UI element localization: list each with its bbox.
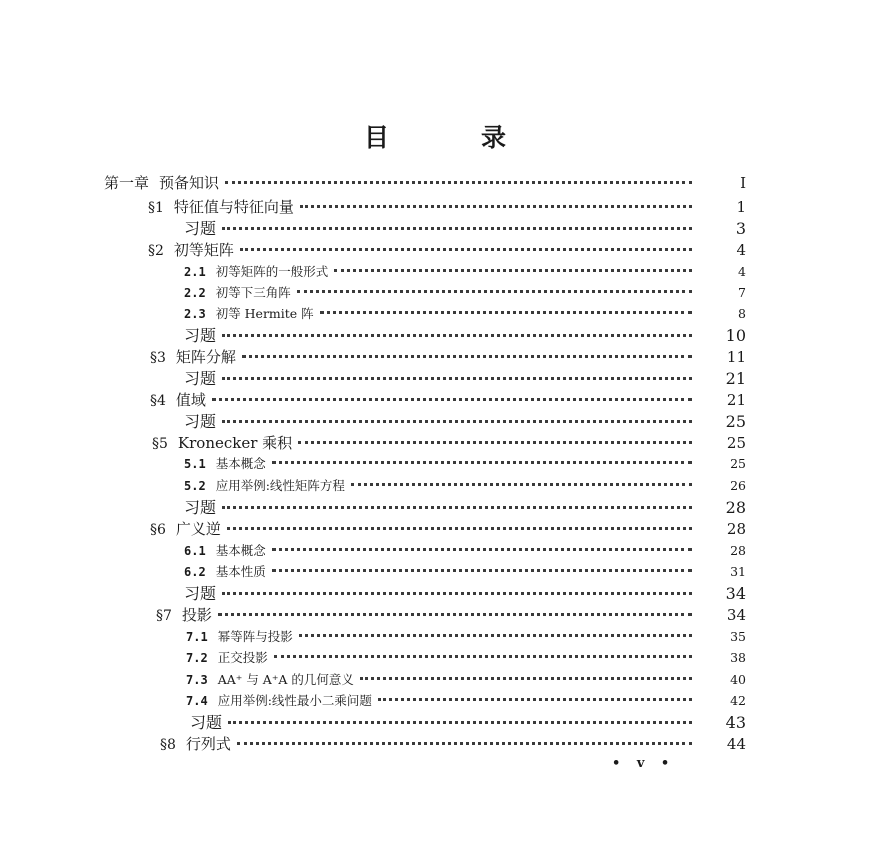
dot-leader <box>272 569 692 572</box>
toc-entry-label: 习题 <box>184 219 217 238</box>
toc-page-number: 4 <box>738 264 746 279</box>
toc-page-number: 44 <box>726 735 746 753</box>
toc-sub-row[interactable] <box>184 540 746 562</box>
toc-exercise-row[interactable] <box>190 712 746 734</box>
toc-entry-number: 2.2 <box>184 286 206 300</box>
title-char-left: 目 <box>363 123 389 152</box>
toc-page-number: 1 <box>736 198 746 216</box>
toc-sub-row[interactable] <box>184 261 746 283</box>
toc-section-row[interactable] <box>148 196 746 218</box>
toc-page-number: 3 <box>735 219 746 238</box>
toc-page-number: I <box>740 174 746 192</box>
toc-entry-number: 6.1 <box>184 544 206 558</box>
toc-page-number: 43 <box>725 713 746 732</box>
dot-leader <box>360 677 692 680</box>
toc-section-row[interactable] <box>150 346 746 368</box>
toc-entry-number: §8 <box>160 737 176 753</box>
toc-page-number: 25 <box>725 412 746 431</box>
toc-entry-label: 初等下三角阵 <box>215 285 291 300</box>
dot-leader <box>274 655 692 658</box>
toc-section-row[interactable] <box>150 389 746 411</box>
dot-leader <box>222 506 692 509</box>
dot-leader <box>272 548 692 551</box>
toc-entry-label: 习题 <box>184 584 217 603</box>
dot-leader <box>222 592 692 595</box>
toc-page-number: 10 <box>725 326 746 345</box>
toc-sub-row[interactable] <box>186 669 746 691</box>
toc-entry-label: Kronecker 乘积 <box>177 434 293 452</box>
toc-entry-label: AA⁺ 与 A⁺A 的几何意义 <box>217 672 354 687</box>
toc-sub-row[interactable] <box>186 647 746 669</box>
dot-leader <box>218 613 692 616</box>
toc-entry-label: 基本概念 <box>215 543 266 558</box>
toc-page-number: 25 <box>730 456 746 471</box>
toc-page-number: 25 <box>726 434 746 452</box>
toc-entry-label: 习题 <box>184 498 217 517</box>
toc-exercise-row[interactable] <box>184 411 746 433</box>
toc-section-row[interactable] <box>148 239 746 261</box>
toc-sub-row[interactable] <box>186 690 746 712</box>
dot-leader <box>222 420 692 423</box>
toc-sub-row[interactable] <box>184 453 746 475</box>
dot-leader <box>242 355 692 358</box>
toc-sub-row[interactable] <box>184 282 746 304</box>
toc-entry-label: 投影 <box>181 606 212 624</box>
toc-entry-number: §7 <box>156 608 172 624</box>
toc-page-number: 34 <box>726 606 746 624</box>
toc-entry-number: §1 <box>148 200 164 216</box>
toc-page-number: 34 <box>725 584 746 603</box>
toc-sub-row[interactable] <box>184 475 746 497</box>
toc-entry-number: 6.2 <box>184 565 206 579</box>
toc-entry-label: 初等矩阵 <box>173 241 234 259</box>
toc-entry-number: §2 <box>148 243 164 259</box>
toc-page-number: 40 <box>730 672 746 687</box>
toc-exercise-row[interactable] <box>184 218 746 240</box>
toc-page-number: 11 <box>726 348 746 366</box>
toc-entry-number: 7.2 <box>186 651 208 665</box>
dot-leader <box>334 269 692 272</box>
toc-section-row[interactable] <box>152 432 746 454</box>
toc-page-number: 28 <box>726 520 746 538</box>
toc-section-row[interactable] <box>150 518 746 540</box>
toc-page-number: 21 <box>726 391 746 409</box>
dot-leader <box>227 527 692 530</box>
toc-sub-row[interactable] <box>186 626 746 648</box>
dot-leader <box>378 698 692 701</box>
toc-page-number: 28 <box>725 498 746 517</box>
toc-entry-label: 应用举例:线性矩阵方程 <box>215 478 345 493</box>
dot-leader <box>222 227 692 230</box>
page-folio: • v • <box>612 756 676 771</box>
dot-leader <box>320 311 692 314</box>
dot-leader <box>212 398 692 401</box>
toc-exercise-row[interactable] <box>184 583 746 605</box>
toc-entry-label: 特征值与特征向量 <box>173 198 294 216</box>
toc-page-number: 7 <box>738 285 746 300</box>
toc-entry-label: 习题 <box>190 713 223 732</box>
dot-leader <box>298 441 692 444</box>
title-char-right: 录 <box>481 123 507 152</box>
toc-entry-number: 2.3 <box>184 307 206 321</box>
dot-leader <box>272 461 692 464</box>
dot-leader <box>228 721 692 724</box>
dot-leader <box>300 205 692 208</box>
toc-entry-number: 5.2 <box>184 479 206 493</box>
dot-leader <box>222 334 692 337</box>
toc-page-number: 8 <box>738 306 746 321</box>
toc-exercise-row[interactable] <box>184 368 746 390</box>
toc-section-row[interactable] <box>156 604 746 626</box>
toc-entry-number: 7.3 <box>186 673 208 687</box>
dot-leader <box>351 483 692 486</box>
toc-entry-label: 习题 <box>184 369 217 388</box>
toc-entry-number: §3 <box>150 350 166 366</box>
toc-entry-label: 值域 <box>175 391 206 409</box>
toc-page-number: 42 <box>730 693 746 708</box>
toc-entry-label: 行列式 <box>185 735 231 753</box>
dot-leader <box>237 742 692 745</box>
toc-entry-label: 初等 Hermite 阵 <box>215 306 314 321</box>
toc-page-number: 21 <box>725 369 746 388</box>
dot-leader <box>222 377 692 380</box>
toc-entry-label: 基本概念 <box>215 456 266 471</box>
toc-entry-label: 应用举例:线性最小二乘问题 <box>217 693 372 708</box>
dot-leader <box>240 248 692 251</box>
toc-entry-number: 7.4 <box>186 694 208 708</box>
toc-entry-label: 基本性质 <box>215 564 266 579</box>
dot-leader <box>225 181 692 184</box>
toc-sub-row[interactable] <box>184 561 746 583</box>
toc-entry-label: 预备知识 <box>159 174 220 192</box>
toc-entry-label: 习题 <box>184 412 217 431</box>
toc-page-number: 28 <box>730 543 746 558</box>
dot-leader <box>299 634 692 637</box>
toc-entry-number: 7.1 <box>186 630 208 644</box>
toc-entry-label: 正交投影 <box>217 650 268 665</box>
toc-entry-number: §4 <box>150 393 166 409</box>
toc-page-number: 26 <box>730 478 746 493</box>
toc-entry-number: §6 <box>150 522 166 538</box>
toc-section-row[interactable] <box>160 733 746 755</box>
toc-sub-row[interactable] <box>184 303 746 325</box>
toc-entry-label: 幂等阵与投影 <box>217 629 293 644</box>
toc-entry-label: 广义逆 <box>175 520 221 538</box>
toc-exercise-row[interactable] <box>184 497 746 519</box>
toc-entry-label: 初等矩阵的一般形式 <box>215 264 329 279</box>
toc-entry-number: 2.1 <box>184 265 206 279</box>
toc-entry-number: 第一章 <box>104 174 150 192</box>
toc-entry-label: 矩阵分解 <box>175 348 236 366</box>
toc-entry-number: §5 <box>152 436 168 452</box>
toc-chapter-row[interactable] <box>104 172 746 194</box>
dot-leader <box>297 290 692 293</box>
toc-exercise-row[interactable] <box>184 325 746 347</box>
toc-page-number: 35 <box>730 629 746 644</box>
toc-page-number: 38 <box>730 650 746 665</box>
toc-entry-number: 5.1 <box>184 457 206 471</box>
toc-entry-label: 习题 <box>184 326 217 345</box>
toc-page-number: 4 <box>736 241 746 259</box>
toc-page-number: 31 <box>730 564 746 579</box>
page-title <box>0 118 870 154</box>
